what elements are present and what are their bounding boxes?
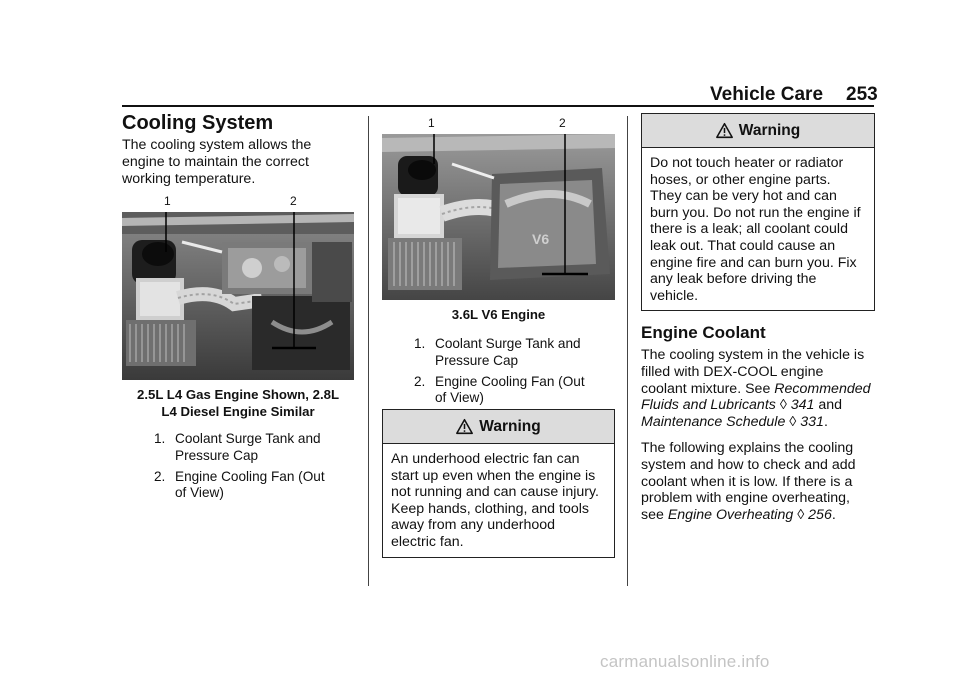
caption-line-2: L4 Diesel Engine Similar xyxy=(161,404,315,419)
list-number: 1. xyxy=(414,336,426,351)
engine-photo-l4 xyxy=(122,212,354,380)
list-text-line: Coolant Surge Tank and xyxy=(435,336,581,351)
watermark: carmanualsonline.info xyxy=(600,652,770,671)
paragraph-text: and xyxy=(818,397,843,414)
paragraph-line xyxy=(641,507,881,524)
list-number: 2. xyxy=(154,468,166,484)
warning-line: start up even when the engine is xyxy=(391,467,596,484)
section-name: Vehicle Care xyxy=(710,84,824,105)
paragraph-text: . xyxy=(823,414,828,431)
page-header xyxy=(0,0,960,110)
page-ref-icon: ◊ xyxy=(779,397,787,414)
warning-line: there is a leak; all coolant could xyxy=(650,221,848,238)
paragraph-line: The cooling system in the vehicle is xyxy=(641,347,865,363)
callout-2: 2 xyxy=(290,194,297,208)
column-divider-right xyxy=(627,116,628,586)
list-text-line: Engine Cooling Fan (Out xyxy=(435,373,585,389)
coolant-paragraph-1 xyxy=(641,347,881,431)
paragraph-line xyxy=(641,414,881,431)
list-text-line: Coolant Surge Tank and xyxy=(175,431,321,446)
warning-line: electric fan. xyxy=(391,533,464,550)
paragraph-line: system and how to check and add xyxy=(641,456,856,473)
paragraph-line: coolant when it is low. If there is a xyxy=(641,473,853,490)
warning-line: not running and can cause injury. xyxy=(391,484,599,501)
callout-list xyxy=(414,336,624,411)
warning-text xyxy=(383,444,614,557)
warning-line: vehicle. xyxy=(650,287,699,304)
warning-text xyxy=(642,148,874,310)
list-text-line: Pressure Cap xyxy=(435,352,519,368)
paragraph-text: . xyxy=(831,507,836,524)
list-item xyxy=(414,374,624,408)
paragraph-line: filled with DEX-COOL engine xyxy=(641,363,824,380)
subsection-title: Engine Coolant xyxy=(641,323,766,342)
page-ref-icon: ◊ xyxy=(797,507,805,524)
warning-title: Warning xyxy=(479,417,541,435)
list-text-line: Engine Cooling Fan (Out xyxy=(175,468,325,484)
warning-line: Do not touch heater or radiator xyxy=(650,155,844,171)
warning-line: Keep hands, clothing, and tools xyxy=(391,500,589,517)
callout-list xyxy=(154,431,364,506)
list-item xyxy=(154,431,364,465)
section-title: Cooling System xyxy=(122,112,274,134)
list-text-line: of View) xyxy=(175,485,224,501)
warning-line: An underhood electric fan can xyxy=(391,451,580,467)
page-ref-number[interactable]: 256 xyxy=(808,507,832,524)
warning-line: away from any underhood xyxy=(391,517,556,534)
list-item xyxy=(154,469,364,503)
warning-line: They can be very hot and can xyxy=(650,188,837,205)
callout-1: 1 xyxy=(428,116,435,130)
paragraph-line xyxy=(641,397,881,414)
warning-triangle-icon xyxy=(716,122,733,139)
list-text-line: Pressure Cap xyxy=(175,447,259,463)
warning-line: hoses, or other engine parts. xyxy=(650,171,831,188)
warning-line: leak out. That could cause an xyxy=(650,237,836,254)
warning-line: burn you. Do not run the engine if xyxy=(650,204,861,221)
intro-paragraph: The cooling system allows the engine to maintain the correct working temperature. xyxy=(122,137,312,187)
paragraph-line: problem with engine overheating, xyxy=(641,490,851,507)
callout-1: 1 xyxy=(164,194,171,208)
warning-line: engine fire and can burn you. Fix xyxy=(650,254,857,271)
warning-title: Warning xyxy=(738,121,801,139)
engine-photo-v6 xyxy=(382,134,615,300)
figure-caption: 3.6L V6 Engine xyxy=(451,307,546,322)
coolant-paragraph-2 xyxy=(641,440,881,524)
paragraph-line xyxy=(641,381,881,398)
link-recommended-fluids[interactable]: Recommended xyxy=(774,380,871,397)
list-text-line: of View) xyxy=(435,390,484,406)
page-ref-icon: ◊ xyxy=(789,414,797,431)
paragraph-text: see xyxy=(641,507,664,524)
warning-box-fan xyxy=(382,409,615,558)
warning-header xyxy=(642,114,874,148)
warning-header xyxy=(383,410,614,444)
page-number: 253 xyxy=(846,84,878,105)
list-number: 1. xyxy=(154,431,166,446)
link-fluids-lubricants[interactable]: Fluids and Lubricants xyxy=(641,397,776,414)
list-item xyxy=(414,336,624,370)
column-divider-left xyxy=(368,116,369,586)
paragraph-text: coolant mixture. See xyxy=(641,380,771,397)
figure-caption xyxy=(122,386,354,420)
caption-line-1: 2.5L L4 Gas Engine Shown, 2.8L xyxy=(136,387,340,402)
warning-box-hot-parts xyxy=(641,113,875,311)
list-number: 2. xyxy=(414,373,426,389)
warning-triangle-icon xyxy=(456,418,473,435)
link-maintenance-schedule[interactable]: Maintenance Schedule xyxy=(641,414,786,431)
paragraph-line: The following explains the cooling xyxy=(641,440,854,456)
link-engine-overheating[interactable]: Engine Overheating xyxy=(667,507,794,524)
header-rule xyxy=(122,105,874,107)
svg-text:V6: V6 xyxy=(532,231,550,247)
page-ref-number[interactable]: 331 xyxy=(800,414,824,431)
callout-2: 2 xyxy=(559,116,566,130)
page-ref-number[interactable]: 341 xyxy=(790,397,815,414)
warning-line: any leak before driving the xyxy=(650,271,817,288)
